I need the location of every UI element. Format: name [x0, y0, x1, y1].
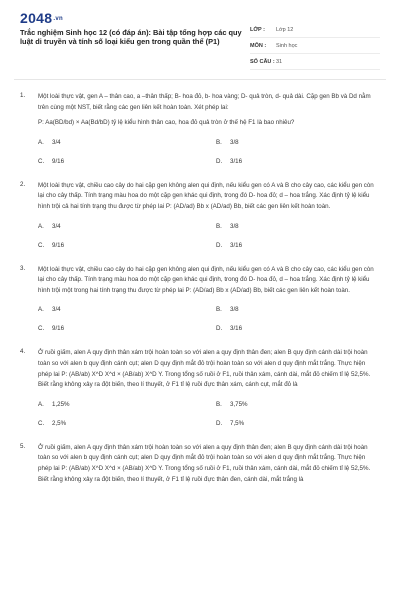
option-label: A. [38, 306, 44, 314]
meta-key: MÔN : [250, 42, 267, 49]
option-value: 9/16 [52, 241, 65, 249]
option-label: D. [216, 419, 223, 427]
option-c[interactable] [38, 242, 216, 249]
option-label: D. [216, 325, 223, 333]
answer-options [38, 139, 380, 165]
question-4 [20, 348, 380, 426]
option-a[interactable] [38, 306, 216, 313]
option-label: B. [216, 306, 222, 314]
option-label: B. [216, 400, 222, 408]
option-label: C. [38, 241, 45, 249]
question-text: Một loài thực vật, chiều cao cây do hai cặp gen không alen qui định, nếu kiểu gen có A và B cho cây cao, các kiểu gen còn lại cho cây thấp. Tính trạng màu hoa do một cặp gen khác qui định, trong đó D- hoa đỏ, d – hoa trắng. Xác định tỷ lệ kiểu hình trội một trong hai tính trạng thu được từ phép lai P: (AD/ad) Bb x (AD/ad) Bb, biết các gen liên kết hoàn toàn. [38, 265, 374, 294]
option-value: 2,5% [52, 419, 67, 427]
option-c[interactable] [38, 420, 216, 427]
option-value: 3,75% [230, 400, 248, 408]
question-subtext: P: Aa(BD/bd) × Aa(Bd/bD) tỷ lệ kiểu hình thân cao, hoa đỏ quả tròn ở thế hệ F1 là bao nhiêu? [38, 119, 295, 127]
question-number: 5. [20, 442, 26, 450]
page-header [20, 10, 380, 70]
option-value: 3/4 [52, 306, 61, 314]
site-logo[interactable] [20, 10, 63, 26]
meta-value: 31 [276, 58, 283, 65]
option-label: D. [216, 157, 223, 165]
logo-suffix: .vn [53, 16, 63, 23]
meta-key: SỐ CÂU : [250, 58, 275, 65]
option-label: D. [216, 241, 223, 249]
header-divider [14, 79, 386, 80]
question-number: 2. [20, 180, 26, 188]
logo-text: 2048 [20, 10, 53, 26]
question-number: 3. [20, 264, 26, 272]
meta-value: Sinh học [276, 42, 298, 49]
option-value: 3/16 [230, 241, 243, 249]
option-value: 9/16 [52, 157, 65, 165]
option-value: 3/8 [230, 306, 239, 314]
page-title: Trắc nghiệm Sinh học 12 (có đáp án): Bài tập tổng hợp các quy luật di truyền và tính số loại kiểu gen trong quần thể (P1) [20, 28, 242, 47]
option-value: 1,25% [52, 400, 70, 408]
option-value: 3/4 [52, 222, 61, 230]
question-2 [20, 181, 380, 249]
question-3 [20, 265, 380, 333]
option-label: B. [216, 222, 222, 230]
option-c[interactable] [38, 325, 216, 332]
option-b[interactable] [216, 139, 376, 146]
option-label: A. [38, 400, 44, 408]
option-c[interactable] [38, 158, 216, 165]
option-value: 3/8 [230, 222, 239, 230]
option-label: C. [38, 325, 45, 333]
option-d[interactable] [216, 158, 376, 165]
meta-row-count [250, 54, 380, 70]
option-b[interactable] [216, 401, 376, 408]
option-value: 3/4 [52, 138, 61, 146]
option-label: B. [216, 138, 222, 146]
meta-key: LỚP : [250, 26, 265, 33]
meta-value: Lớp 12 [276, 26, 294, 33]
option-value: 3/8 [230, 138, 239, 146]
answer-options [38, 401, 380, 427]
meta-row-class [250, 22, 380, 38]
option-a[interactable] [38, 139, 216, 146]
question-text: Ở ruồi giấm, alen A quy định thân xám trội hoàn toàn so với alen a quy định thân đen; alen B quy định cánh dài trội hoàn toàn so với alen b quy định cánh cụt; alen D quy định mắt đỏ trội hoàn toàn so với alen d quy định mắt trắng. Thực hiện phép lai P: (AB/ab) X^D X^d × (AB/ab) X^D Y. Trong tổng số ruồi ở F1, ruồi thân xám, cánh dài, mắt đỏ chiếm tỉ lệ 52,5%. Biết rằng không xảy ra đột biến, theo lí thuyết, ở F1 tỉ lệ ruồi đực thân đen, cánh dài, mắt trắng là [38, 443, 371, 483]
option-label: A. [38, 222, 44, 230]
question-1 [20, 92, 380, 165]
option-b[interactable] [216, 306, 376, 313]
option-d[interactable] [216, 325, 376, 332]
question-number: 4. [20, 348, 26, 356]
question-5 [20, 443, 380, 485]
option-d[interactable] [216, 242, 376, 249]
option-d[interactable] [216, 420, 376, 427]
question-list [20, 92, 380, 501]
question-text: Một loài thực vật, gen A – thân cao, a –thân thấp; B- hoa đỏ, b- hoa vàng; D- quả tròn, d- quả dài. Cặp gen Bb và Dd nằm trên cùng một NST, biết rằng các gen liên kết hoàn toàn. Xét phép lai: [38, 93, 371, 111]
option-a[interactable] [38, 401, 216, 408]
meta-row-subject [250, 38, 380, 54]
question-text: Ở ruồi giấm, alen A quy định thân xám trội hoàn toàn so với alen a quy định thân đen; alen B quy định cánh dài trội hoàn toàn so với alen b quy định cánh cụt; alen D quy định mắt đỏ trội hoàn toàn so với alen d quy định mắt trắng. Thực hiện phép lai P: (AB/ab) X^D X^d × (AB/ab) X^D Y. Trong tổng số ruồi ở F1, ruồi thân xám, cánh dài, mắt đỏ chiếm tỉ lệ 52,5%. Biết rằng không xảy ra đột biến, theo lí thuyết, ở F1 tỉ lệ ruồi đực thân xám, cánh cụt, mắt đỏ là [38, 349, 371, 389]
option-value: 9/16 [52, 325, 65, 333]
option-a[interactable] [38, 223, 216, 230]
option-value: 3/16 [230, 325, 243, 333]
option-value: 3/16 [230, 157, 243, 165]
option-b[interactable] [216, 223, 376, 230]
option-value: 7,5% [230, 419, 245, 427]
answer-options [38, 223, 380, 249]
meta-table [250, 22, 380, 70]
question-text: Một loài thực vật, chiều cao cây do hai cặp gen không alen qui định, nếu kiểu gen có A và B cho cây cao, các kiểu gen còn lại cho cây thấp. Tính trạng màu hoa do một cặp gen khác qui định, trong đó D- hoa đỏ; d – hoa trắng. Xác định tỷ lệ kiểu hình trội cả hai tính trạng thu được từ phép lai P: (AD/ad) Bb x (AD/ad) Bb, biết các gen liên kết hoàn toàn. [38, 181, 374, 210]
option-label: C. [38, 419, 45, 427]
question-number: 1. [20, 92, 26, 99]
answer-options [38, 306, 380, 332]
option-label: C. [38, 157, 45, 165]
option-label: A. [38, 138, 44, 146]
